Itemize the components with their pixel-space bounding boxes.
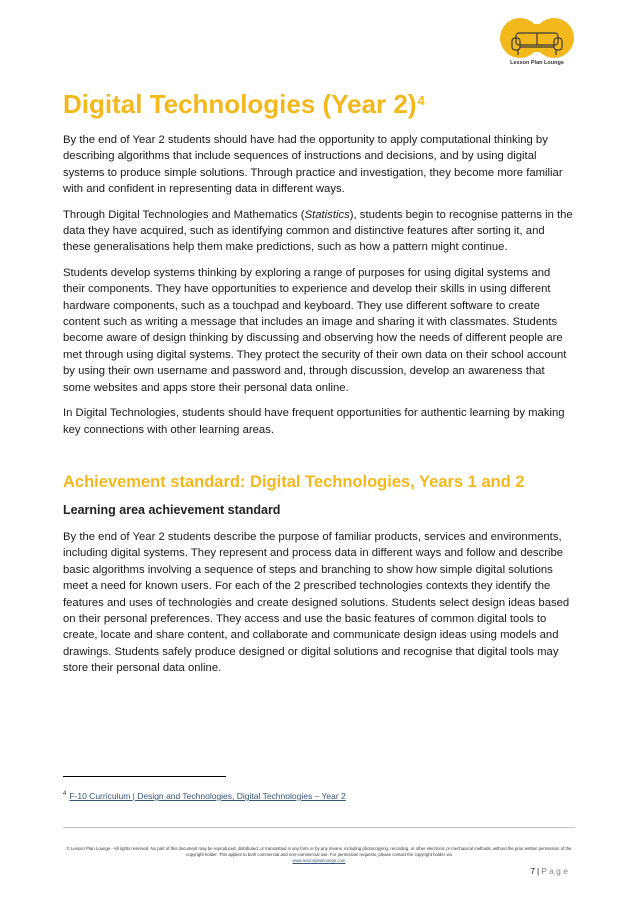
authentic-learning-paragraph: In Digital Technologies, students should have frequent opportunities for authentic learning by making key connections with other learning areas. (63, 407, 565, 436)
copyright-notice (63, 846, 575, 865)
footer-divider (63, 827, 575, 828)
systems-thinking-paragraph: Students develop systems thinking by exploring a range of purposes for using digital systems and their components. They have opportunities to experience and develop their skills in using different hardware components, such as a touchpad and keyboard. They use different software to create content such as writing a message that includes an image and sharing it with classmates. Students become aware of design thinking by discussing and observing how the needs of different people are met through using digital systems. They protect the security of their own data on their school account by using their own username and password and, through discussion, develop an awareness that some websites and apps store their personal data online. (63, 266, 567, 394)
footnote-number: 4 (63, 791, 67, 797)
page-number-value: 7 (530, 866, 535, 876)
intro-paragraph: By the end of Year 2 students should have had the opportunity to apply computational thinking by describing algorithms that include sequences of instructions and decisions, and by using digital systems to produce simple solutions. Through practice and investigation, they become more familiar with and confident in representing data in different ways. (63, 134, 563, 196)
achievement-standard-paragraph: By the end of Year 2 students describe the purpose of familiar products, services and environments, including digital systems. They represent and process data in different ways and follow and describe basic algorithms involving a sequence of steps and branching to show how simple digital solutions meet a need for known users. For each of the 2 prescribed technologies contexts they identify the features and uses of technologies and create designed solutions. Students select design ideas based on their personal preferences. They access and use the basic features of common digital tools to create, locate and share content, and collaborate and communicate design ideas using models and drawings. Students safely produce designed or digital solutions and recognise that digital tools may store their personal data online. (63, 530, 570, 675)
page-number: 7 | P a g e (530, 866, 568, 876)
achievement-standard-heading: Achievement standard: Digital Technologies, Years 1 and 2 (63, 472, 525, 491)
website-link[interactable]: www.lessonplanlounge.com (292, 858, 346, 864)
document-body (63, 88, 575, 686)
footnote-link[interactable]: F-10 Curriculum | Design and Technologies, Digital Technologies – Year 2 (69, 790, 346, 801)
title-footnote-ref[interactable]: 4 (417, 93, 425, 108)
learning-area-subheading: Learning area achievement standard (63, 502, 281, 517)
page-label: P a g e (541, 866, 568, 876)
page-title-text: Digital Technologies (Year 2) (63, 89, 417, 119)
para2-italic: Statistics (304, 208, 350, 221)
page-title (63, 88, 575, 120)
footnote (63, 789, 346, 802)
statistics-paragraph (63, 207, 575, 256)
para2-before: Through Digital Technologies and Mathematics ( (63, 208, 305, 221)
footnote-divider (63, 776, 226, 777)
logo-text: Lesson Plan Lounge (510, 60, 564, 66)
para2-after: ), students begin to recognise patterns in the data they have acquired, such as identifying common and distinctive features after sorting it, and these generalisations help them make predictions, such as how a pattern might continue. (63, 208, 573, 254)
copyright-text: © Lesson Plan Lounge - All rights reserved. No part of this document may be reproduced, distributed, or transmitted in any form or by any means, including photocopying, recording, or other electronic or mechanical methods, without the prior written permission of the copyright holder. This applies to both commercial and non-commercial use. For permission requests, please contact the copyright holder via (66, 846, 572, 858)
